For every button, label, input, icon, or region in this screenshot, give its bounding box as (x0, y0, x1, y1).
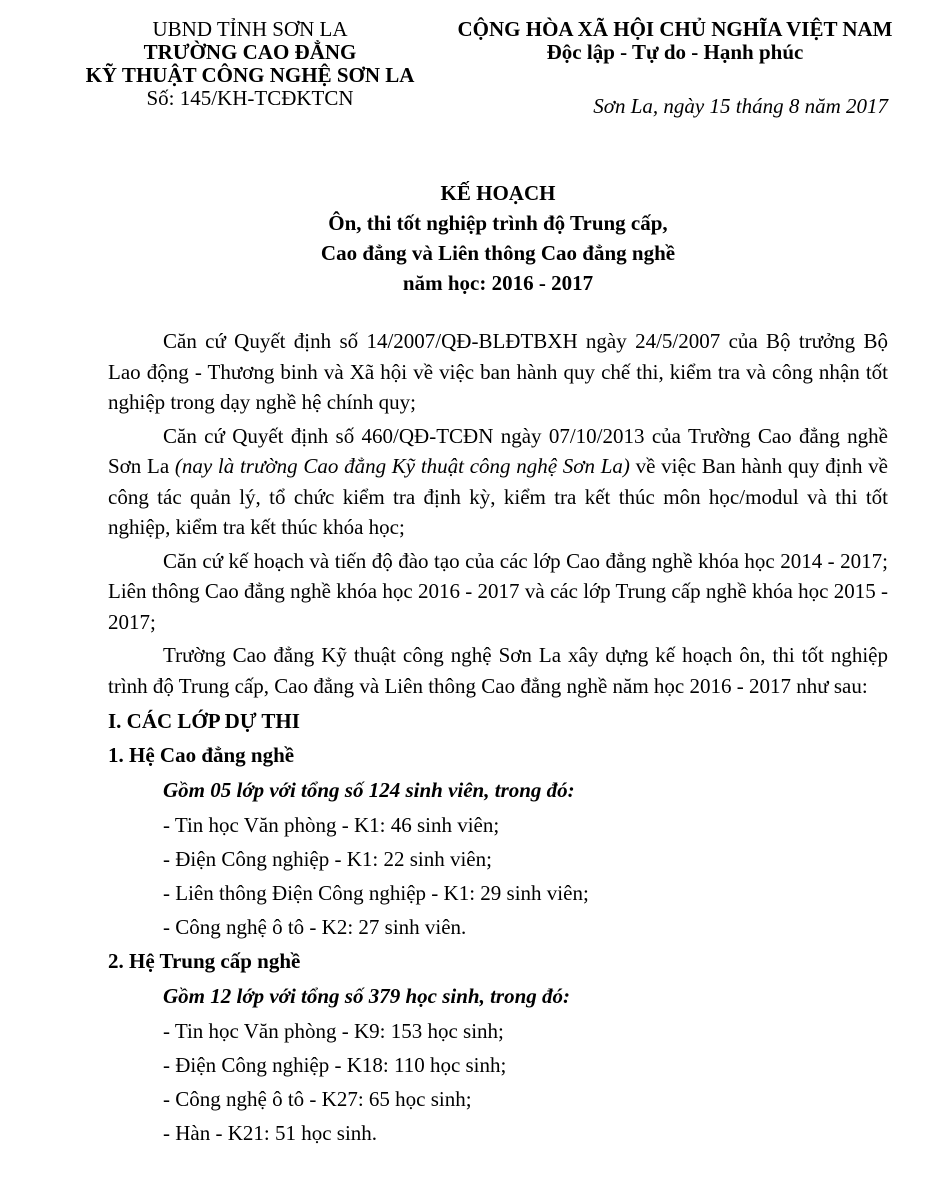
list-item: - Điện Công nghiệp - K18: 110 học sinh; (163, 1053, 507, 1077)
list-item: - Liên thông Điện Công nghiệp - K1: 29 sinh viên; (163, 881, 589, 905)
list-item: - Điện Công nghiệp - K1: 22 sinh viên; (163, 847, 492, 871)
document-title (108, 178, 888, 298)
subsection-summary: Gồm 12 lớp với tổng số 379 học sinh, trong đó: (163, 984, 571, 1008)
subsection-heading: 1. Hệ Cao đẳng nghề (108, 743, 295, 767)
document-date: Sơn La, ngày 15 tháng 8 năm 2017 (593, 94, 888, 118)
title-main: KẾ HOẠCH (440, 181, 556, 205)
list-item: - Tin học Văn phòng - K9: 153 học sinh; (163, 1019, 504, 1043)
paragraph: Căn cứ kế hoạch và tiến độ đào tạo của các lớp Cao đẳng nghề khóa học 2014 - 2017; Liên thông Cao đẳng nghề khóa học 2016 - 2017 và các lớp Trung cấp nghề khóa học 2015 - 2017; (108, 548, 888, 634)
issuer-block (70, 18, 430, 110)
title-line3: Cao đẳng và Liên thông Cao đẳng nghề (320, 241, 676, 265)
section-heading: I. CÁC LỚP DỰ THI (108, 709, 300, 733)
issuer-school-name: KỸ THUẬT CÔNG NGHỆ SƠN LA (85, 63, 415, 87)
paragraph: Trường Cao đẳng Kỹ thuật công nghệ Sơn La xây dựng kế hoạch ôn, thi tốt nghiệp trình độ Trung cấp, Cao đẳng và Liên thông Cao đẳng nghề năm học 2016 - 2017 như sau: (108, 643, 888, 698)
list-item: - Công nghệ ô tô - K2: 27 sinh viên. (163, 915, 467, 939)
title-line4: năm học: 2016 - 2017 (402, 271, 594, 295)
list-item: - Công nghệ ô tô - K27: 65 học sinh; (163, 1087, 472, 1111)
document-body (108, 326, 888, 1150)
motto: Độc lập - Tự do - Hạnh phúc (546, 40, 804, 64)
subsection-heading: 2. Hệ Trung cấp nghề (108, 949, 301, 973)
list-item: - Hàn - K21: 51 học sinh. (163, 1121, 378, 1145)
paragraph-text: Căn cứ Quyết định số 460/QĐ-TCĐN ngày 07/10/2013 của Trường Cao đẳng nghề Sơn La (108, 423, 888, 478)
paragraph-text: về việc Ban hành quy định về công tác quản lý, tổ chức kiểm tra định kỳ, kiểm tra kết thúc môn học/modul và thi tốt nghiệp, kiểm tra kết thúc khóa học; (108, 454, 889, 539)
issuer-school: TRƯỜNG CAO ĐẲNG (143, 40, 357, 64)
title-line2: Ôn, thi tốt nghiệp trình độ Trung cấp, (328, 211, 668, 235)
national-header (425, 18, 925, 64)
issuer-authority: UBND TỈNH SƠN LA (152, 17, 348, 41)
list-item: - Tin học Văn phòng - K1: 46 sinh viên; (163, 813, 500, 837)
subsection-summary: Gồm 05 lớp với tổng số 124 sinh viên, trong đó: (163, 778, 575, 802)
paragraph: Căn cứ Quyết định số 14/2007/QĐ-BLĐTBXH ngày 24/5/2007 của Bộ trưởng Bộ Lao động - Thương binh và Xã hội về việc ban hành quy chế thi, kiểm tra và công nhận tốt nghiệp trong dạy nghề hệ chính quy; (108, 329, 888, 414)
paragraph (108, 421, 888, 543)
country-name: CỘNG HÒA XÃ HỘI CHỦ NGHĨA VIỆT NAM (457, 17, 893, 41)
paragraph-italic-note: (nay là trường Cao đẳng Kỹ thuật công nghệ Sơn La) (174, 454, 630, 478)
document-number: Số: 145/KH-TCĐKTCN (146, 86, 354, 110)
